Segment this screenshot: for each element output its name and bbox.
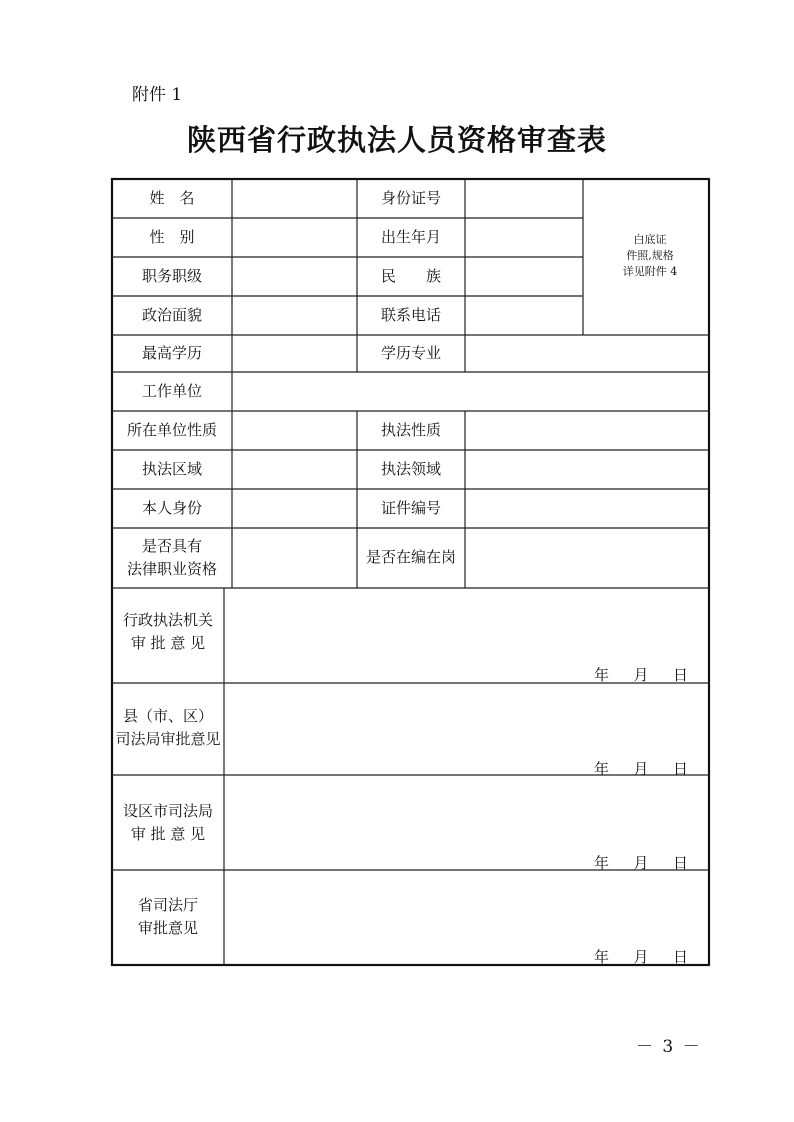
date-day: 日 <box>672 854 688 872</box>
agency-approval-date <box>586 664 696 685</box>
ethnicity-label: 民 族 <box>380 266 441 285</box>
county-approval-date <box>586 758 696 779</box>
county-approval-line-2: 司法局审批意见 <box>115 730 221 748</box>
date-year: 年 <box>594 854 610 872</box>
political-status-label: 政治面貌 <box>141 305 202 324</box>
certificate-number-label: 证件编号 <box>380 498 441 517</box>
date-day: 日 <box>672 760 688 778</box>
photo-note-line-3: 详见附件 4 <box>622 264 678 278</box>
county-approval-label <box>112 694 224 762</box>
city-approval-line-2: 审 批 意 见 <box>130 825 206 843</box>
major-label: 学历专业 <box>380 343 441 362</box>
photo-note-line-2: 件照,规格 <box>626 248 674 262</box>
photo-note-line-1: 白底证 <box>633 233 667 246</box>
photo-note <box>600 232 700 280</box>
id-number-label: 身份证号 <box>380 188 441 207</box>
province-approval-label <box>112 883 224 951</box>
province-approval-line-1: 省司法厅 <box>137 895 198 914</box>
date-month: 月 <box>633 666 649 684</box>
date-day: 日 <box>672 948 688 966</box>
city-approval-label <box>112 789 224 857</box>
province-approval-line-2: 审批意见 <box>137 919 198 937</box>
attachment-label: 附件 1 <box>132 85 183 105</box>
on-post-label: 是否在编在岗 <box>365 548 456 567</box>
field-label: 执法领域 <box>380 459 441 478</box>
date-year: 年 <box>594 948 610 966</box>
city-approval-date <box>586 852 696 873</box>
region-label: 执法区域 <box>141 459 202 478</box>
page-number: － 3 － <box>636 1037 702 1057</box>
province-approval-date <box>586 946 696 967</box>
legal-qualification-label <box>112 528 232 588</box>
date-month: 月 <box>633 760 649 778</box>
date-month: 月 <box>633 854 649 872</box>
legal-qualification-line-1: 是否具有 <box>141 536 202 555</box>
agency-approval-label <box>112 598 224 666</box>
identity-label: 本人身份 <box>141 498 202 517</box>
form-title: 陕西省行政执法人员资格审查表 <box>186 123 607 157</box>
birth-date-label: 出生年月 <box>380 227 441 246</box>
agency-approval-line-1: 行政执法机关 <box>122 610 213 629</box>
date-month: 月 <box>633 948 649 966</box>
agency-approval-line-2: 审 批 意 见 <box>130 634 206 652</box>
legal-qualification-line-2: 法律职业资格 <box>126 560 217 578</box>
date-day: 日 <box>672 666 688 684</box>
county-approval-line-1: 县（市、区） <box>122 706 213 725</box>
date-year: 年 <box>594 666 610 684</box>
unit-nature-label: 所在单位性质 <box>126 420 217 439</box>
phone-label: 联系电话 <box>380 305 441 324</box>
name-label: 姓 名 <box>149 188 195 207</box>
gender-label: 性 别 <box>149 227 195 246</box>
city-approval-line-1: 设区市司法局 <box>122 801 213 820</box>
date-year: 年 <box>594 760 610 778</box>
education-label: 最高学历 <box>141 343 202 362</box>
rank-label: 职务职级 <box>141 266 202 285</box>
workplace-label: 工作单位 <box>141 381 202 400</box>
enforcement-nature-label: 执法性质 <box>380 420 441 439</box>
